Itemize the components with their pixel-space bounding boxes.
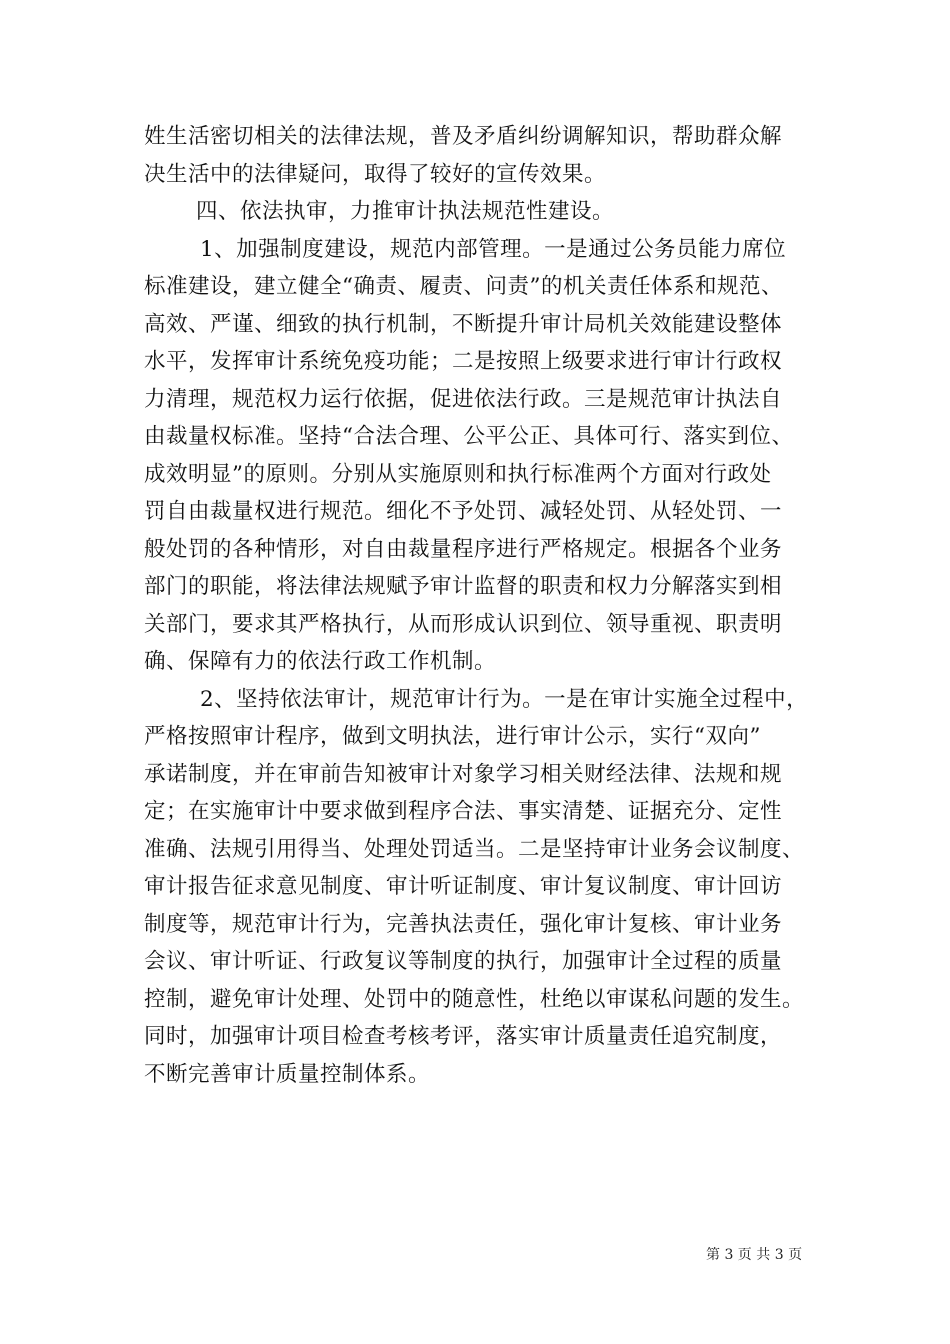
- text-line: 同时，加强审计项目检查考核考评，落实审计质量责任追究制度，: [144, 1024, 783, 1049]
- text-line: 承诺制度，并在审前告知被审计对象学习相关财经法律、法规和规: [144, 761, 783, 787]
- text-line: 罚自由裁量权进行规范。细化不予处罚、减轻处罚、从轻处罚、一: [144, 499, 783, 524]
- text-line: 标准建设，建立健全“确责、履责、问责”的机关责任体系和规范、: [144, 274, 783, 299]
- text-line: 般处罚的各种情形，对自由裁量程序进行严格规定。根据各个业务: [144, 536, 783, 562]
- text-line: 定；在实施审计中要求做到程序合法、事实清楚、证据充分、定性: [144, 799, 783, 824]
- text-line: 严格按照审计程序，做到文明执法，进行审计公示，实行“双向”: [144, 724, 761, 749]
- text-line: 准确、法规引用得当、处理处罚适当。二是坚持审计业务会议制度、: [144, 836, 805, 862]
- text-line: 高效、严谨、细致的执行机制，不断提升审计局机关效能建设整体: [144, 311, 783, 337]
- text-line: 关部门，要求其严格执行，从而形成认识到位、领导重视、职责明: [144, 611, 783, 637]
- text-line: 姓生活密切相关的法律法规，普及矛盾纠纷调解知识，帮助群众解: [144, 124, 783, 149]
- text-line: 制度等，规范审计行为，完善执法责任，强化审计复核、审计业务: [144, 911, 783, 937]
- text-line: 成效明显”的原则。分别从实施原则和执行标准两个方面对行政处: [144, 461, 772, 487]
- text-line: 不断完善审计质量控制体系。: [144, 1061, 431, 1087]
- text-line: 会议、审计听证、行政复议等制度的执行，加强审计全过程的质量: [144, 949, 783, 974]
- text-line: 力清理，规范权力运行依据，促进依法行政。三是规范审计执法自: [144, 386, 783, 412]
- section-heading: 四、依法执审，力推审计执法规范性建设。: [196, 199, 615, 224]
- text-line: 由裁量权标准。坚持“合法合理、公平公正、具体可行、落实到位、: [144, 424, 794, 449]
- text-line: 决生活中的法律疑问，取得了较好的宣传效果。: [144, 161, 607, 187]
- document-body: [144, 118, 834, 1093]
- text-line: 确、保障有力的依法行政工作机制。: [144, 649, 497, 674]
- paragraph-start: 1、加强制度建设，规范内部管理。一是通过公务员能力席位: [200, 236, 787, 262]
- text-line: 审计报告征求意见制度、审计听证制度、审计复议制度、审计回访: [144, 874, 783, 899]
- paragraph-start: 2、坚持依法审计，规范审计行为。一是在审计实施全过程中，: [200, 686, 809, 712]
- text-line: 部门的职能，将法律法规赋予审计监督的职责和权力分解落实到相: [144, 574, 783, 599]
- text-line: 控制，避免审计处理、处罚中的随意性，杜绝以审谋私问题的发生。: [144, 986, 805, 1012]
- text-line: 水平，发挥审计系统免疫功能；二是按照上级要求进行审计行政权: [144, 349, 783, 374]
- page-number: 第 3 页 共 3 页: [706, 1247, 803, 1263]
